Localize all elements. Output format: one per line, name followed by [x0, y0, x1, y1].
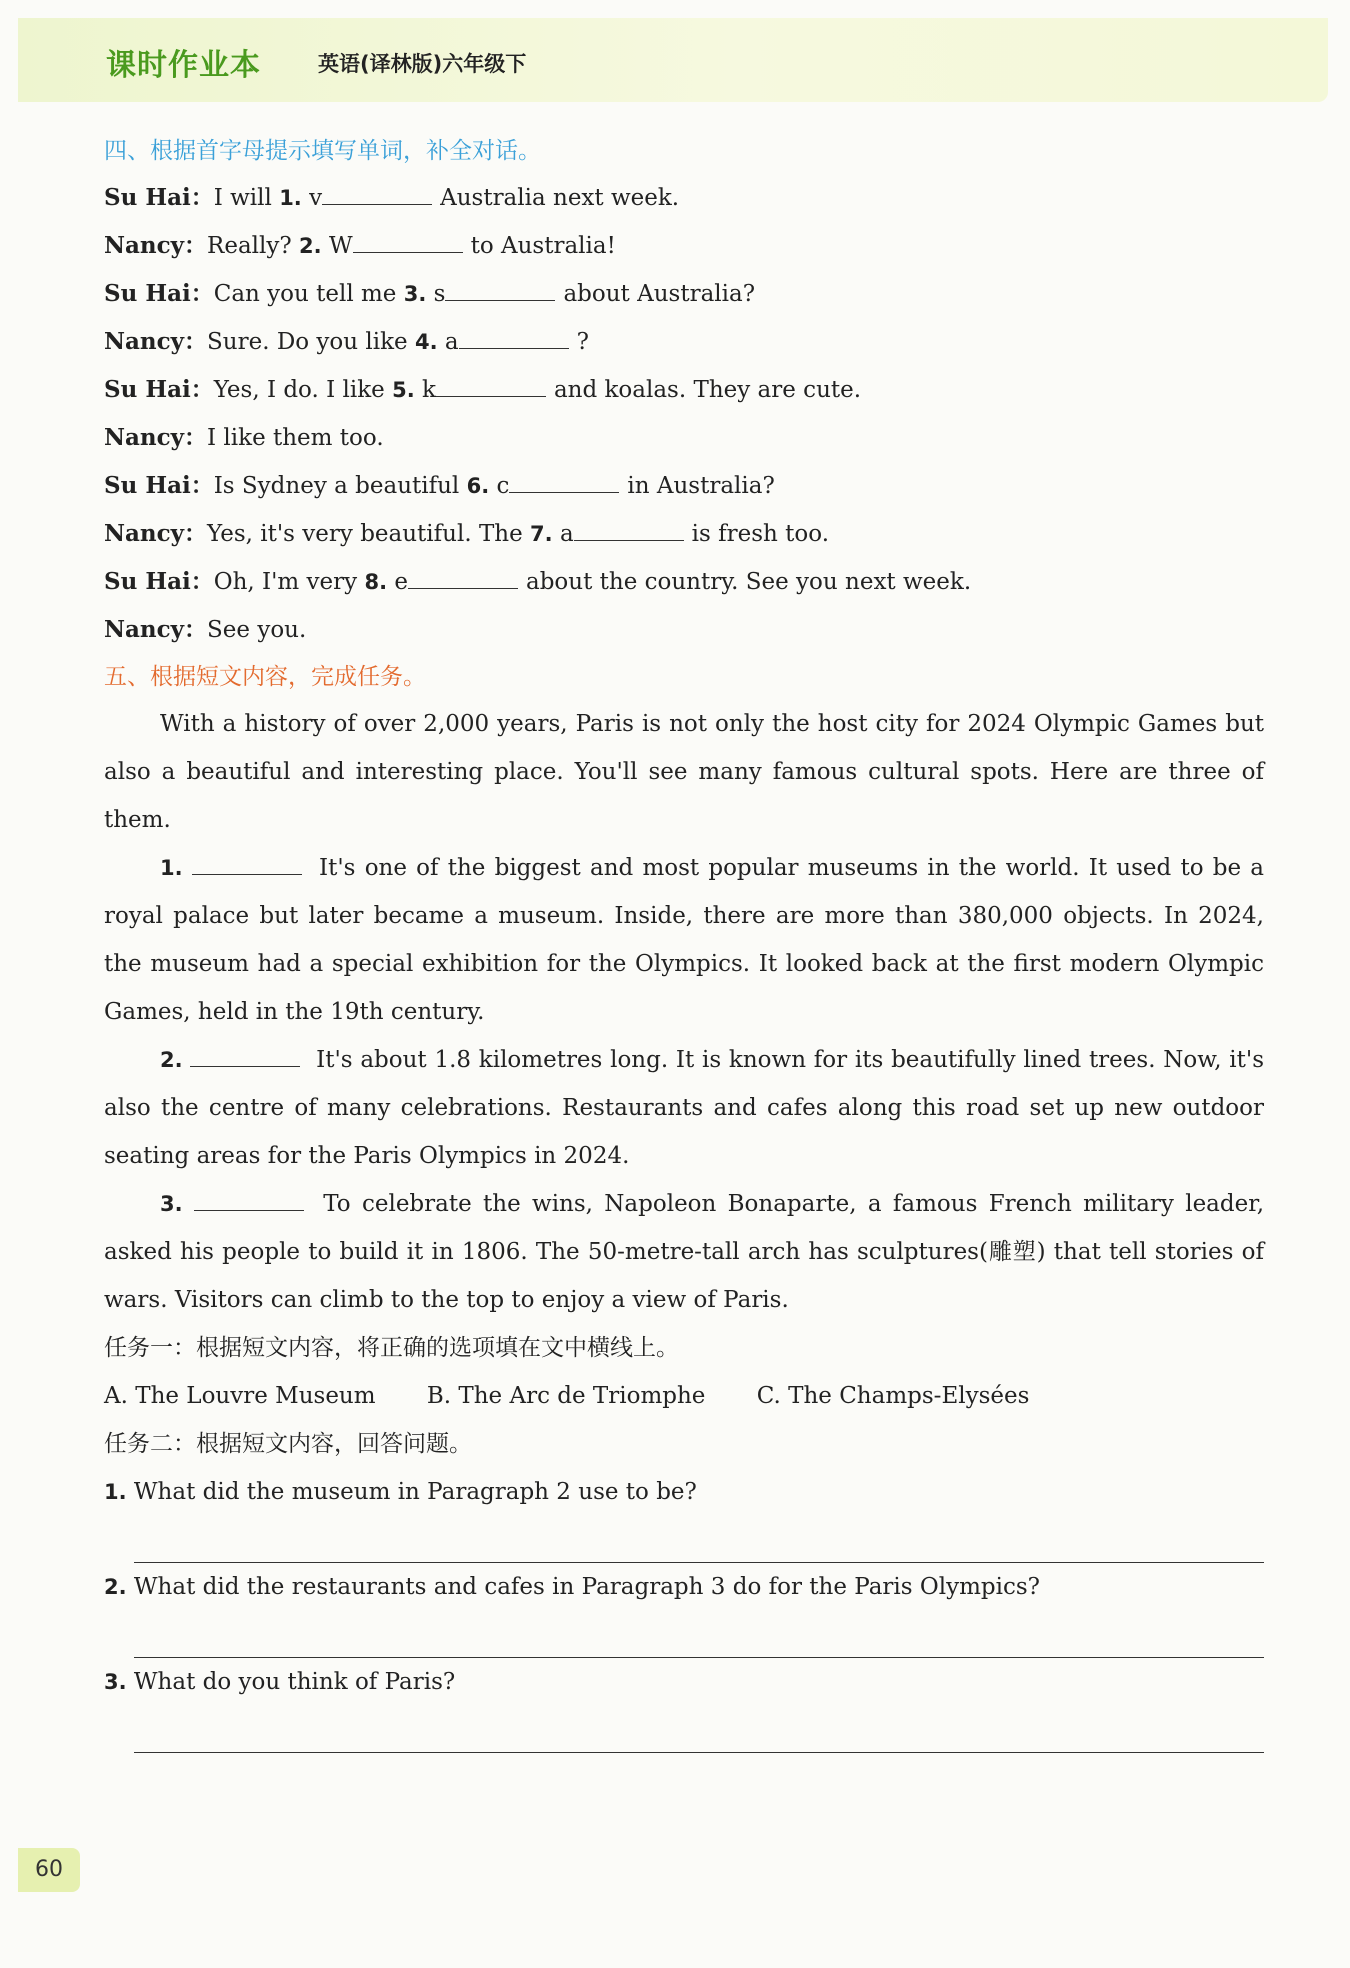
dialogue-text: Really? [207, 233, 300, 259]
section-five-title: 五、根据短文内容，完成任务。 [104, 664, 426, 690]
dialogue-text: Yes, it's very beautiful. The [207, 521, 531, 547]
dialogue-line [104, 270, 1264, 318]
question-number: 1. [104, 1480, 127, 1504]
page-header [18, 18, 1328, 102]
letter-hint: e [394, 569, 408, 595]
task-two-title: 任务二：根据短文内容，回答问题。 [104, 1431, 472, 1457]
dialogue-line [104, 462, 1264, 510]
reading-paragraph [104, 1036, 1264, 1180]
dialogue-text: ? [576, 329, 589, 355]
blank-number: 7. [530, 522, 553, 546]
dialogue-text: about Australia? [563, 281, 756, 307]
dialogue-text: Is Sydney a beautiful [213, 473, 467, 499]
letter-hint: v [309, 185, 323, 211]
book-title: 课时作业本 [106, 48, 261, 83]
dialogue-text: I will [213, 185, 280, 211]
dialogue-text: is fresh too. [691, 521, 830, 547]
dialogue [104, 174, 1264, 654]
page-number: 60 [18, 1848, 80, 1892]
dialogue-line [104, 318, 1264, 366]
letter-hint: a [444, 329, 459, 355]
dialogue-line [104, 174, 1264, 222]
worksheet-content [104, 128, 1264, 1753]
blank-number: 1. [279, 186, 302, 210]
dialogue-text: about the country. See you next week. [525, 569, 972, 595]
dialogue-text: Oh, I'm very [213, 569, 365, 595]
answer-blank[interactable] [194, 1186, 304, 1211]
question-text: What did the museum in Paragraph 2 use to be? [133, 1479, 697, 1505]
book-subtitle: 英语(译林版)六年级下 [318, 52, 527, 76]
question [104, 1468, 1264, 1516]
option-c: C. The Champs-Elysées [756, 1383, 1030, 1409]
answer-line[interactable] [134, 1516, 1264, 1563]
question [104, 1563, 1264, 1611]
question [104, 1658, 1264, 1706]
paragraph-text: It's one of the biggest and most popular museums in the world. It used to be a royal palace but later became a museum. Inside, there are more than 380,000 objects. In 2024, the museum had a special exhibition for the Olympics. It looked back at the first modern Olympic Games, held in the 19th century. [104, 855, 1265, 1025]
paragraph-text: It's about 1.8 kilometres long. It is known for its beautifully lined trees. Now, it's also the centre of many celebrations. Restaurants and cafes along this road set up new outdoor seating areas for the Paris Olympics in 2024. [104, 1047, 1265, 1169]
dialogue-line [104, 606, 1264, 654]
answer-blank[interactable] [459, 324, 569, 349]
reading-paragraph [104, 844, 1264, 1036]
dialogue-text: I like them too. [207, 425, 384, 451]
option-b: B. The Arc de Triomphe [426, 1383, 706, 1409]
letter-hint: c [496, 473, 510, 499]
blank-number: 4. [414, 330, 438, 354]
question-text: What did the restaurants and cafes in Paragraph 3 do for the Paris Olympics? [133, 1574, 1040, 1600]
paragraph-number: 1. [160, 856, 183, 880]
speaker: Su Hai： [104, 472, 214, 499]
dialogue-line [104, 414, 1264, 462]
question-number: 2. [104, 1575, 127, 1599]
answer-line[interactable] [134, 1611, 1264, 1658]
speaker: Su Hai： [104, 184, 214, 211]
speaker: Nancy： [104, 616, 208, 643]
answer-blank[interactable] [436, 372, 546, 397]
dialogue-line [104, 366, 1264, 414]
intro-paragraph: With a history of over 2,000 years, Paris is not only the host city for 2024 Olympic Games but also a beautiful and interesting place. You'll see many famous cultural spots. Here are three of them. [104, 711, 1264, 833]
question-text: What do you think of Paris? [133, 1669, 456, 1695]
letter-hint: s [433, 281, 446, 307]
reading-paragraph [104, 1180, 1264, 1324]
blank-number: 5. [392, 378, 415, 402]
dialogue-text: to Australia! [470, 233, 616, 259]
dialogue-text: and koalas. They are cute. [553, 377, 862, 403]
dialogue-text: Australia next week. [440, 185, 680, 211]
speaker: Nancy： [104, 328, 208, 355]
dialogue-line [104, 558, 1264, 606]
answer-blank[interactable] [322, 180, 432, 205]
option-list [104, 1372, 1264, 1420]
paragraph-number: 2. [160, 1048, 183, 1072]
dialogue-text: Yes, I do. I like [213, 377, 393, 403]
question-number: 3. [104, 1670, 127, 1694]
task-one-title: 任务一：根据短文内容，将正确的选项填在文中横线上。 [104, 1335, 679, 1361]
option-a: A. The Louvre Museum [104, 1383, 376, 1409]
letter-hint: a [559, 521, 574, 547]
speaker: Su Hai： [104, 280, 214, 307]
speaker: Nancy： [104, 520, 208, 547]
answer-blank[interactable] [190, 1042, 300, 1067]
dialogue-line [104, 510, 1264, 558]
answer-blank[interactable] [353, 228, 463, 253]
blank-number: 3. [403, 282, 427, 306]
blank-number: 6. [466, 474, 490, 498]
speaker: Su Hai： [104, 376, 214, 403]
blank-number: 2. [299, 234, 322, 258]
dialogue-line [104, 222, 1264, 270]
section-four-title: 四、根据首字母提示填写单词，补全对话。 [104, 138, 541, 164]
dialogue-text: in Australia? [627, 473, 775, 499]
letter-hint: k [422, 377, 436, 403]
speaker: Su Hai： [104, 568, 214, 595]
dialogue-text: Sure. Do you like [207, 329, 415, 355]
speaker: Nancy： [104, 424, 208, 451]
answer-blank[interactable] [445, 276, 555, 301]
speaker: Nancy： [104, 232, 208, 259]
answer-blank[interactable] [574, 516, 684, 541]
blank-number: 8. [364, 570, 388, 594]
letter-hint: W [328, 233, 353, 259]
paragraph-number: 3. [160, 1192, 183, 1216]
paragraph-text: To celebrate the wins, Napoleon Bonaparte, a famous French military leader, asked his people to build it in 1806. The 50-metre-tall arch has sculptures(雕塑) that tell stories of wars. Visitors can climb to the top to enjoy a view of Paris. [104, 1191, 1265, 1313]
answer-blank[interactable] [192, 850, 302, 875]
dialogue-text: See you. [207, 617, 307, 643]
dialogue-text: Can you tell me [213, 281, 404, 307]
answer-line[interactable] [134, 1706, 1264, 1753]
answer-blank[interactable] [509, 468, 619, 493]
answer-blank[interactable] [408, 564, 518, 589]
